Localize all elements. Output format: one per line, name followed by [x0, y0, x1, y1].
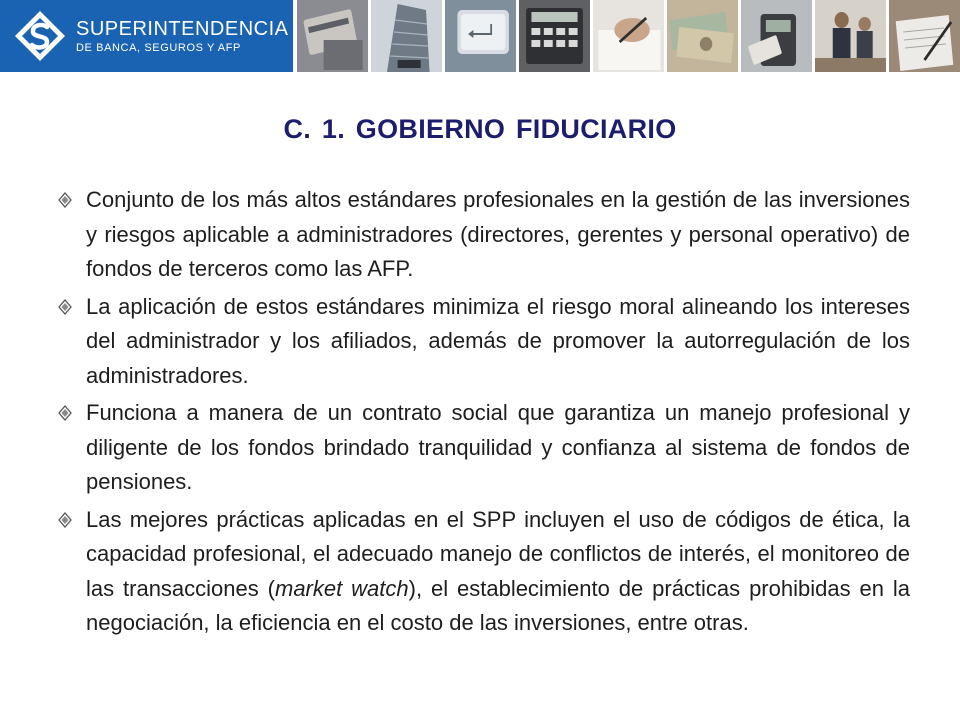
bullet-text-end: ), el establecimiento de prácticas prohibidas en la negociación, la eficiencia en el costo de las inversiones, entre otras.: [86, 575, 910, 635]
credit-card-photo-icon: [297, 0, 368, 72]
card-terminal-photo-icon: [741, 0, 812, 72]
bullet-text-start: Las mejores prácticas aplicadas en el SPP incluyen el uso de códigos de ética, la capacidad profesional, el adecuado manejo de conflictos de interés, el monitoreo de las transacciones (: [86, 506, 910, 601]
bullet-text: Conjunto de los más altos estándares profesionales en la gestión de las inversiones y riesgos aplicable a administradores (directores, gerentes y personal operativo) de fondos de terceros como las AFP.: [86, 187, 910, 281]
bullet-text-italic: market watch: [275, 575, 409, 601]
office-building-photo-icon: [371, 0, 442, 72]
hand-writing-photo-icon: [593, 0, 664, 72]
logo-text: [76, 19, 288, 54]
business-meeting-photo-icon: [815, 0, 886, 72]
header-photo-strip: [293, 0, 960, 72]
signing-document-photo-icon: [889, 0, 960, 72]
diamond-bullet-icon: [58, 298, 72, 316]
logo-subtitle: DE BANCA, SEGUROS Y AFP: [76, 41, 241, 54]
enter-key-photo-icon: [445, 0, 516, 72]
bullet-text: La aplicación de estos estándares minimiza el riesgo moral alineando los intereses del administrador y los afiliados, además de promover la autorregulación de los administradores.: [86, 293, 910, 388]
diamond-bullet-icon: [58, 191, 72, 209]
bullet-list: [58, 183, 910, 644]
page-title: C. 1. GOBIERNO FIDUCIARIO: [283, 114, 677, 144]
sbs-logo: [0, 0, 293, 72]
bullet-text: Funciona a manera de un contrato social que garantiza un manejo profesional y diligente de los fondos brindado tranquilidad y confianza al sistema de fondos de pensiones.: [86, 400, 910, 494]
list-item: [58, 290, 910, 394]
list-item: [58, 396, 910, 500]
list-item: [58, 503, 910, 641]
list-item: [58, 183, 910, 287]
sbs-diamond-logo-icon: [14, 10, 66, 62]
diamond-bullet-icon: [58, 404, 72, 422]
diamond-bullet-icon: [58, 511, 72, 529]
header-banner: [0, 0, 960, 72]
banknotes-photo-icon: [667, 0, 738, 72]
calculator-photo-icon: [519, 0, 590, 72]
logo-title: SUPERINTENDENCIA: [76, 17, 289, 40]
